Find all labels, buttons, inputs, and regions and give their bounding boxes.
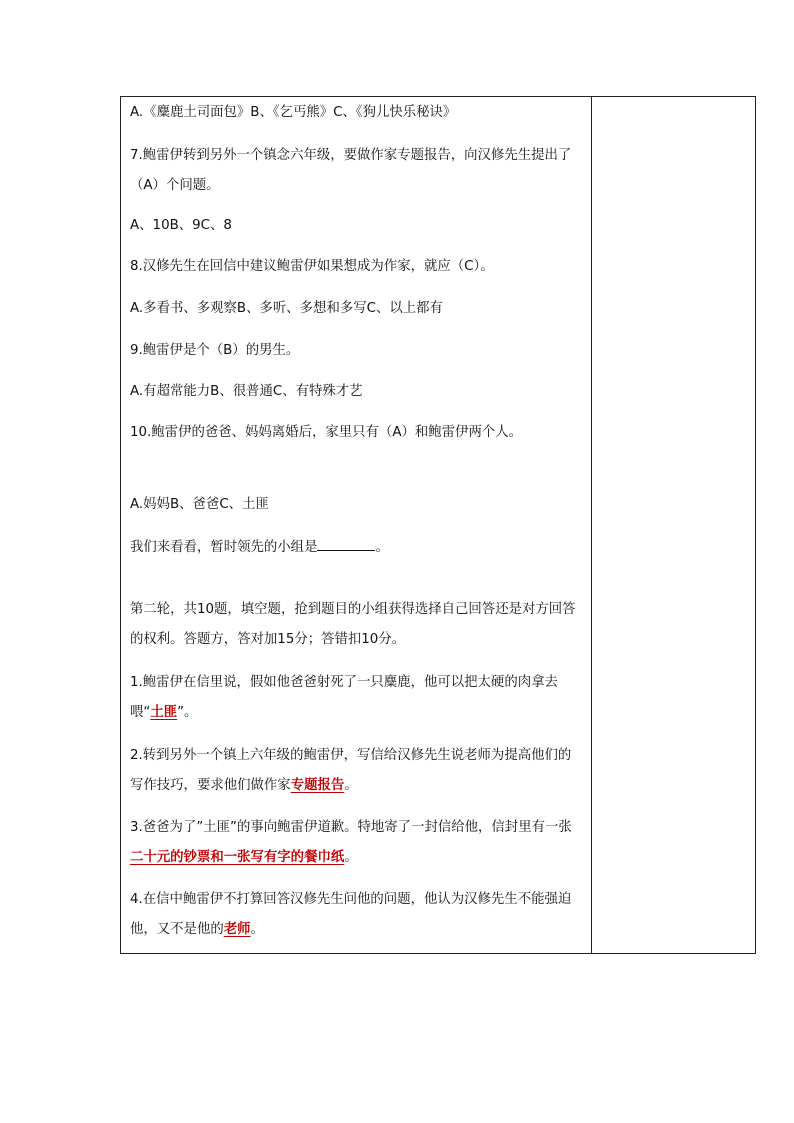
notes-cell xyxy=(592,97,755,953)
leader-line xyxy=(130,533,389,563)
quiz-table xyxy=(120,96,756,954)
r2-q3-end: 。 xyxy=(344,850,358,865)
r2-q2 xyxy=(130,741,582,801)
r2-q1-end: ”。 xyxy=(177,705,198,720)
r2-q3-answer: 二十元的钞票和一张写有字的餐巾纸 xyxy=(130,850,345,865)
round2-intro: 第二轮，共10题，填空题，抢到题目的小组获得选择自己回答还是对方回答的权利。答题方，答对加15分；答错扣10分。 xyxy=(130,602,576,647)
q8-question: 8.汉修先生在回信中建议鲍雷伊如果想成为作家，就应（C）。 xyxy=(130,259,494,274)
r2-q2-answer: 专题报告 xyxy=(290,778,345,793)
q9-question: 9.鲍雷伊是个（B）的男生。 xyxy=(130,343,300,358)
q10-question: 10.鲍雷伊的爸爸、妈妈离婚后，家里只有（A）和鲍雷伊两个人。 xyxy=(130,425,523,440)
r2-q1-text: 1.鲍雷伊在信里说，假如他爸爸射死了一只麋鹿，他可以把太硬的肉拿去喂“ xyxy=(130,675,558,720)
q8-options: A.多看书、多观察B、多听、多想和多写C、以上都有 xyxy=(130,301,443,316)
r2-q4 xyxy=(130,885,582,945)
q7-question: 7.鲍雷伊转到另外一个镇念六年级，要做作家专题报告，向汉修先生提出了（A）个问题。 xyxy=(130,148,572,193)
r2-q2-end: 。 xyxy=(344,778,358,793)
r2-q4-text: 4.在信中鲍雷伊不打算回答汉修先生问他的问题，他认为汉修先生不能强迫他，又不是他的 xyxy=(130,892,572,937)
r2-q1 xyxy=(130,668,582,728)
r2-q4-answer: 老师 xyxy=(223,922,251,937)
leader-blank xyxy=(317,536,375,551)
q10-options: A.妈妈B、爸爸C、土匪 xyxy=(130,497,269,512)
r2-q3-text: 3.爸爸为了”土匪”的事向鲍雷伊道歉。特地寄了一封信给他，信封里有一张 xyxy=(130,820,572,835)
q7-options: A、10B、9C、8 xyxy=(130,218,232,233)
r2-q4-end: 。 xyxy=(250,922,264,937)
r2-q3 xyxy=(130,813,582,873)
q6-options: A.《麋鹿土司面包》B、《乞丐熊》C、《狗儿快乐秘诀》 xyxy=(130,105,457,120)
leader-suffix: 。 xyxy=(375,540,389,555)
r2-q2-text: 2.转到另外一个镇上六年级的鲍雷伊，写信给汉修先生说老师为提高他们的写作技巧，要求他们做作家 xyxy=(130,748,572,793)
q9-options: A.有超常能力B、很普通C、有特殊才艺 xyxy=(130,384,363,399)
r2-q1-answer: 土匪 xyxy=(150,705,178,720)
leader-prefix: 我们来看看，暂时领先的小组是 xyxy=(130,540,318,555)
